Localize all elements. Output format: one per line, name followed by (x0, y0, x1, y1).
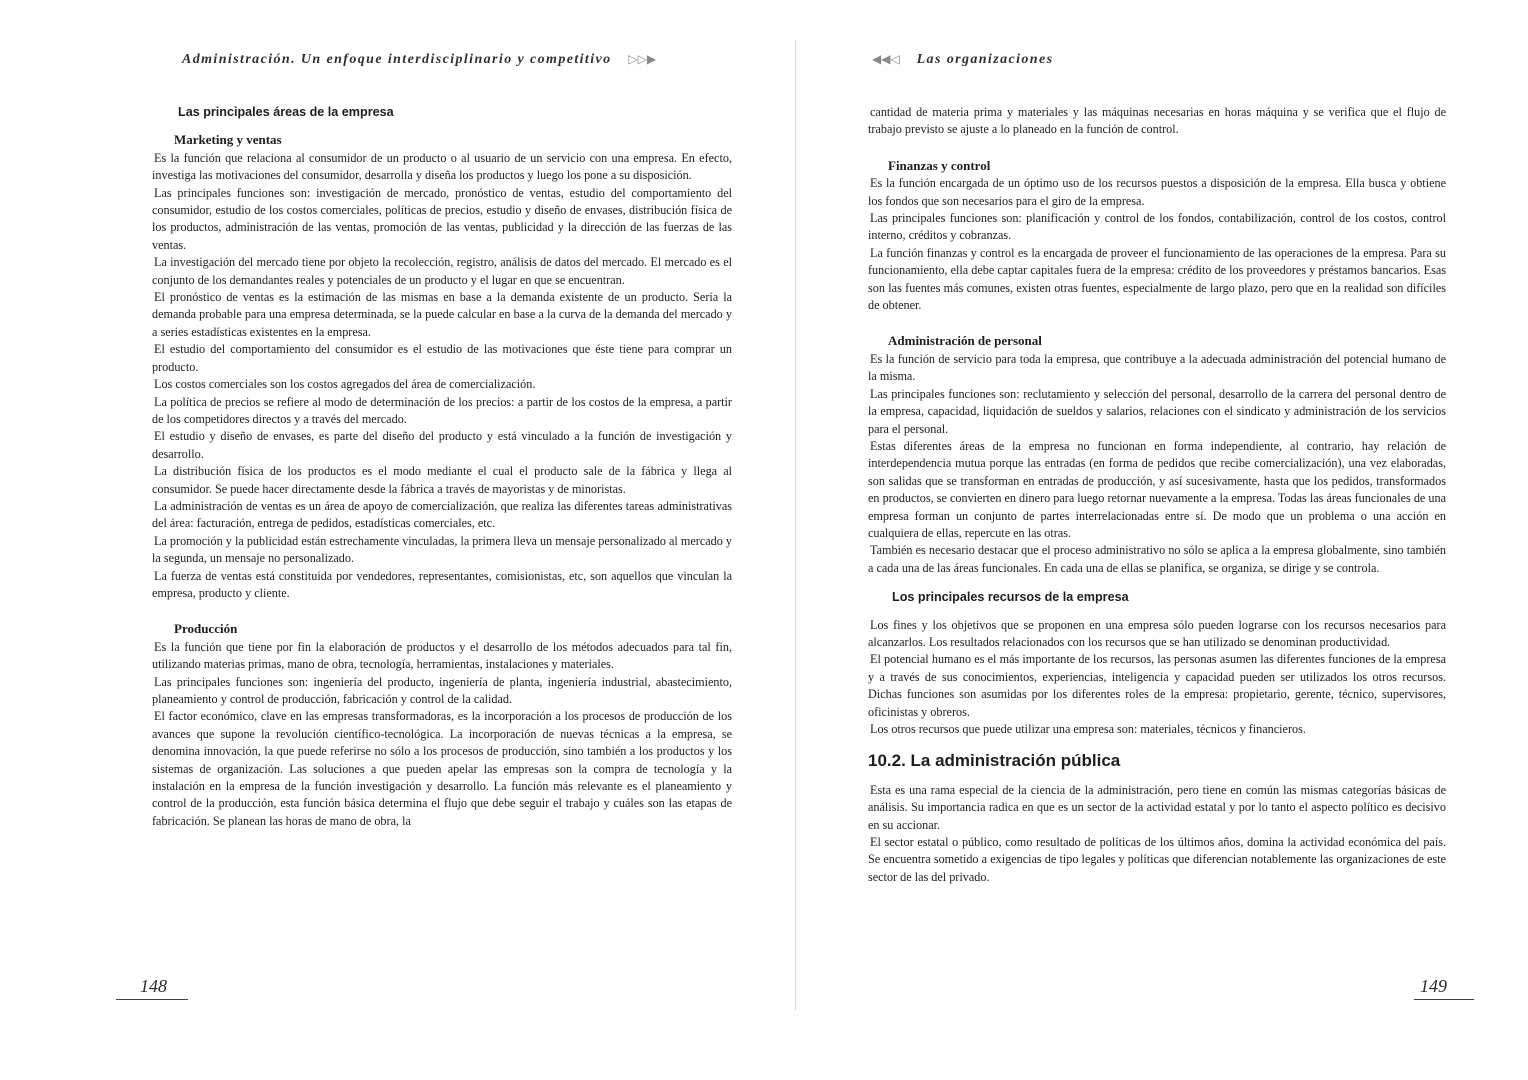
paragraph: La fuerza de ventas está constituida por vendedores, representantes, comisionistas, etc, son aquellos que vinculan la empresa, producto y cliente. (152, 568, 732, 600)
paragraph: La función finanzas y control es la encargada de proveer el funcionamiento de las operaciones de la empresa. Para su funcionamiento, ella debe captar capitales fuera de la empresa: crédito de los proveedores y préstamos bancarios. Esas son las fuentes más comunes, existen otras fuentes, especialmente de largo plazo, pero que en la realidad son difíciles de obtener. (868, 245, 1446, 313)
paragraph: Es la función de servicio para toda la empresa, que contribuye a la adecuada administración del potencial humano de la misma. (868, 351, 1446, 384)
paragraph: También es necesario destacar que el proceso administrativo no sólo se aplica a la empresa globalmente, sino también a cada una de las áreas funcionales. En cada una de ellas se planifica, se organiza, se dirige y se controla. (868, 543, 1446, 575)
page-gutter (795, 40, 796, 1010)
paragraph: Los costos comerciales son los costos agregados del área de comercialización. (154, 377, 536, 392)
paragraph: Esta es una rama especial de la ciencia de la administración, pero tiene en común las mismas categorías básicas de análisis. Su importancia radica en que es un sector de la actividad estatal y por lo tanto el aspecto político es decisivo en su accionar. (868, 782, 1446, 832)
paragraph: La política de precios se refiere al modo de determinación de los precios: a partir de los costos de la empresa, a partir de los competidores directos y a través del mercado. (152, 394, 732, 426)
paragraph: Las principales funciones son: reclutamiento y selección del personal, desarrollo de la carrera del personal dentro de la empresa, capacidad, liquidación de sueldos y salarios, relaciones con el sindicato y administración de los servicios para el personal. (868, 386, 1446, 436)
paragraph: El estudio y diseño de envases, es parte del diseño del producto y está vinculado a la función de investigación y desarrollo. (152, 429, 732, 461)
right-running-header (872, 52, 1053, 68)
subsection-title-produccion: Producción (174, 621, 238, 637)
page-number-right: 149 (1420, 976, 1447, 996)
paragraph: Es la función que tiene por fin la elaboración de productos y el desarrollo de los métodos adecuados para tal fin, utilizando materias primas, mano de obra, tecnología, herramientas, instalaciones y materiales. (152, 639, 732, 672)
paragraph: Es la función encargada de un óptimo uso de los recursos puestos a disposición de la empresa. Ella busca y obtiene los fondos que son necesarios para el giro de la empresa. (868, 176, 1446, 208)
left-header-title: Administración. Un enfoque interdisciplinario y competitivo (182, 52, 612, 67)
subsection-title-personal: Administración de personal (888, 333, 1042, 349)
subsection-title-finanzas: Finanzas y control (888, 157, 991, 173)
paragraph: Las principales funciones son: ingeniería del producto, ingeniería de planta, ingeniería industrial, abastecimiento, planeamiento y control de producción, fabricación y control de la calidad. (152, 674, 732, 706)
paragraph: El factor económico, clave en las empresas transformadoras, es la incorporación a los procesos de producción de los avances que supone la revolución científico-tecnológica. La incorporación de nuevas técnicas a la empresa, se denomina innovación, la que puede referirse no sólo a los procesos de producción, sino también a los productos y los sistemas de organización. Las soluciones a que pueden apelar las empresas son la compra de tecnología y la instalación en la empresa de la función investigación y desarrollo. La función más relevante es el planeamiento y control de la producción, esta función básica determina el flujo que debe seguir el trabajo y cuáles son las etapas de fabricación. Se planean las horas de mano de obra, la (152, 709, 732, 828)
paragraph: La promoción y la publicidad están estrechamente vinculadas, la primera lleva un mensaje personalizado al mercado y la segunda, un mensaje no personalizado. (152, 533, 732, 566)
paragraph: Estas diferentes áreas de la empresa no funcionan en forma independiente, al contrario, hay relación de interdependencia mutua porque las entradas (en forma de pedidos que recibe comercialización), una vez elaboradas, son salidas que se transforman en entradas de producción, y así sucesivamente, hasta que los pedidos, transformados en productos, se convierten en dinero para luego retornar nuevamente a la empresa. Todas las áreas funcionales de una empresa forman un conjunto de partes interrelacionadas entre sí. De modo que un problema o una acción en cualquiera de ellas, repercute en las otras. (868, 438, 1446, 540)
paragraph: El potencial humano es el más importante de los recursos, las personas asumen las diferentes funciones de la empresa y a través de sus conocimientos, experiencias, inteligencia y capacidad pueden ser utilizados los otros recursos. Dichas funciones son asumidas por los diferentes roles de la empresa: propietario, gerente, técnico, supervisores, oficinistas y obreros. (868, 652, 1446, 719)
paragraph: La investigación del mercado tiene por objeto la recolección, registro, análisis de datos del mercado. El mercado es el conjunto de los demandantes reales y potenciales de un producto y el lugar en que se encuentran. (152, 255, 732, 287)
page-number-rule-left (116, 999, 188, 1000)
left-page-body (152, 104, 732, 830)
back-arrows-icon: ◀◀◁ (872, 52, 900, 66)
forward-arrows-icon: ▷▷▶ (628, 52, 657, 66)
paragraph: Las principales funciones son: investigación de mercado, pronóstico de ventas, estudio del comportamiento del consumidor, estudio de los costos comerciales, políticas de precios, estudio y diseño de envases, distribución física de los productos, administración de las ventas, promoción de las ventas, publicidad y la dirección de las fuerzas de las ventas. (152, 185, 732, 252)
page-number-rule-right (1414, 999, 1474, 1000)
paragraph: cantidad de materia prima y materiales y las máquinas necesarias en horas máquina y se verifica que el flujo de trabajo previsto se ajuste a lo planeado en la función de control. (868, 105, 1446, 137)
section-title-administracion-publica: 10.2. La administración pública (868, 751, 1121, 771)
paragraph: La distribución física de los productos es el modo mediante el cual el producto sale de la fábrica y llega al consumidor. Se puede hacer directamente desde la fábrica a través de mayoristas y de minoristas. (152, 464, 732, 496)
right-header-title: Las organizaciones (916, 52, 1054, 67)
page-number-left: 148 (140, 976, 167, 996)
section-title-areas: Las principales áreas de la empresa (178, 105, 394, 119)
paragraph: Los fines y los objetivos que se proponen en una empresa sólo pueden lograrse con los recursos necesarios para alcanzarlos. Los resultados relacionados con los recursos que se han utilizado se denominan productividad. (868, 617, 1446, 649)
subsection-title-marketing: Marketing y ventas (174, 132, 282, 148)
left-running-header (182, 52, 656, 68)
right-page-body (868, 104, 1446, 886)
paragraph: Las principales funciones son: planificación y control de los fondos, contabilización, control de los costos, control interno, créditos y cobranzas. (868, 211, 1446, 243)
paragraph: Es la función que relaciona al consumidor de un producto o al usuario de un servicio con una empresa. En efecto, investiga las motivaciones del consumidor, desarrolla y diseña los productos y luego los pone a su disposición. (152, 150, 732, 183)
section-title-recursos: Los principales recursos de la empresa (892, 590, 1129, 605)
paragraph: Los otros recursos que puede utilizar una empresa son: materiales, técnicos y financieros. (870, 722, 1306, 736)
paragraph: La administración de ventas es un área de apoyo de comercialización, que realiza las diferentes tareas administrativas del área: facturación, entrega de pedidos, estadísticas comerciales, etc. (152, 498, 732, 531)
paragraph: El pronóstico de ventas es la estimación de las mismas en base a la demanda existente de un producto. Sería la demanda probable para una empresa determinada, se la puede calcular en base a la curva de la demanda del mercado y a series estadísticas existentes en la empresa. (152, 290, 732, 339)
paragraph: El sector estatal o público, como resultado de políticas de los últimos años, domina la actividad económica del país. Se encuentra sometido a exigencias de tipo legales y políticas que diferencian notablemente las organizaciones de este sector de las del privado. (868, 835, 1446, 884)
paragraph: El estudio del comportamiento del consumidor es el estudio de las motivaciones que éste tiene para comprar un producto. (152, 342, 732, 374)
